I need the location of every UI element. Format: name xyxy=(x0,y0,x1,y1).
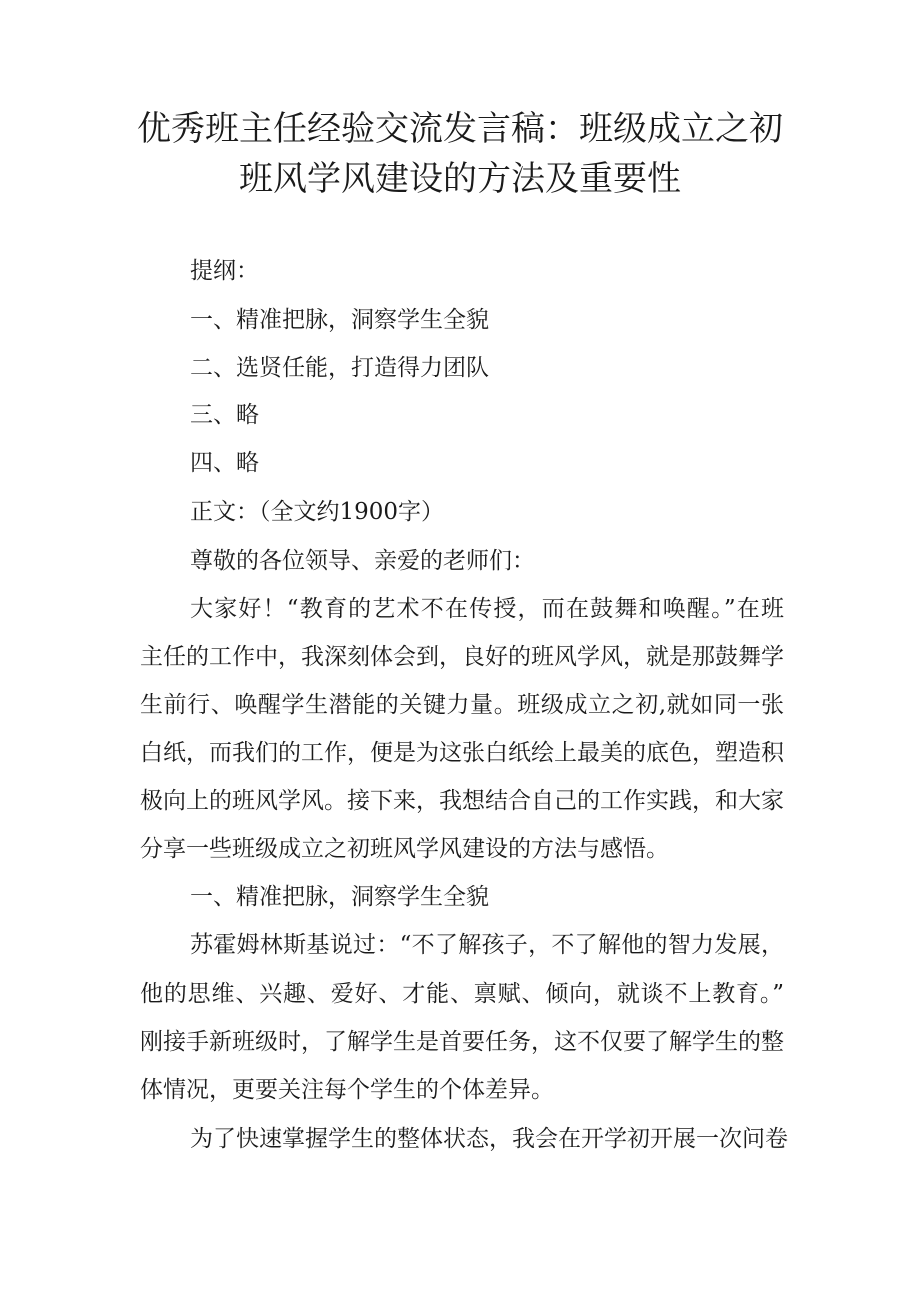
greeting: 尊敬的各位领导、亲爱的老师们： xyxy=(190,548,535,574)
section-heading: 一、精准把脉，洞察学生全貌 xyxy=(190,884,489,910)
outline-item: 三、略 xyxy=(190,402,259,428)
outline-label: 提纲： xyxy=(190,258,259,284)
paragraph-line: 主任的工作中，我深刻体会到，良好的班风学风，就是那鼓舞学 xyxy=(140,644,784,670)
paragraph-line: 体情况，更要关注每个学生的个体差异。 xyxy=(140,1077,554,1103)
outline-item: 一、精准把脉，洞察学生全貌 xyxy=(190,307,489,333)
paragraph-line: 大家好！“教育的艺术不在传授，而在鼓舞和唤醒。”在班 xyxy=(190,596,784,622)
paragraph-line: 生前行、唤醒学生潜能的关键力量。班级成立之初,就如同一张 xyxy=(140,692,784,718)
body-label: 正文：（全文约1900字） xyxy=(190,499,445,525)
paragraph-line: 苏霍姆林斯基说过：“不了解孩子，不了解他的智力发展， xyxy=(190,932,784,958)
paragraph-line: 白纸，而我们的工作，便是为这张白纸绘上最美的底色，塑造积 xyxy=(140,740,784,766)
paragraph-line: 他的思维、兴趣、爱好、才能、禀赋、倾向，就谈不上教育。” xyxy=(140,981,784,1007)
paragraph-line: 为了快速掌握学生的整体状态，我会在开学初开展一次问卷 xyxy=(190,1126,788,1152)
paragraph-line: 刚接手新班级时，了解学生是首要任务，这不仅要了解学生的整 xyxy=(140,1029,784,1055)
document-title-line-1: 优秀班主任经验交流发言稿：班级成立之初 xyxy=(137,109,783,149)
paragraph-line: 极向上的班风学风。接下来，我想结合自己的工作实践，和大家 xyxy=(140,788,784,814)
outline-item: 二、选贤任能，打造得力团队 xyxy=(190,355,489,381)
outline-item: 四、略 xyxy=(190,450,259,476)
paragraph-line: 分享一些班级成立之初班风学风建设的方法与感悟。 xyxy=(140,836,669,862)
document-title-line-2: 班风学风建设的方法及重要性 xyxy=(239,159,681,199)
